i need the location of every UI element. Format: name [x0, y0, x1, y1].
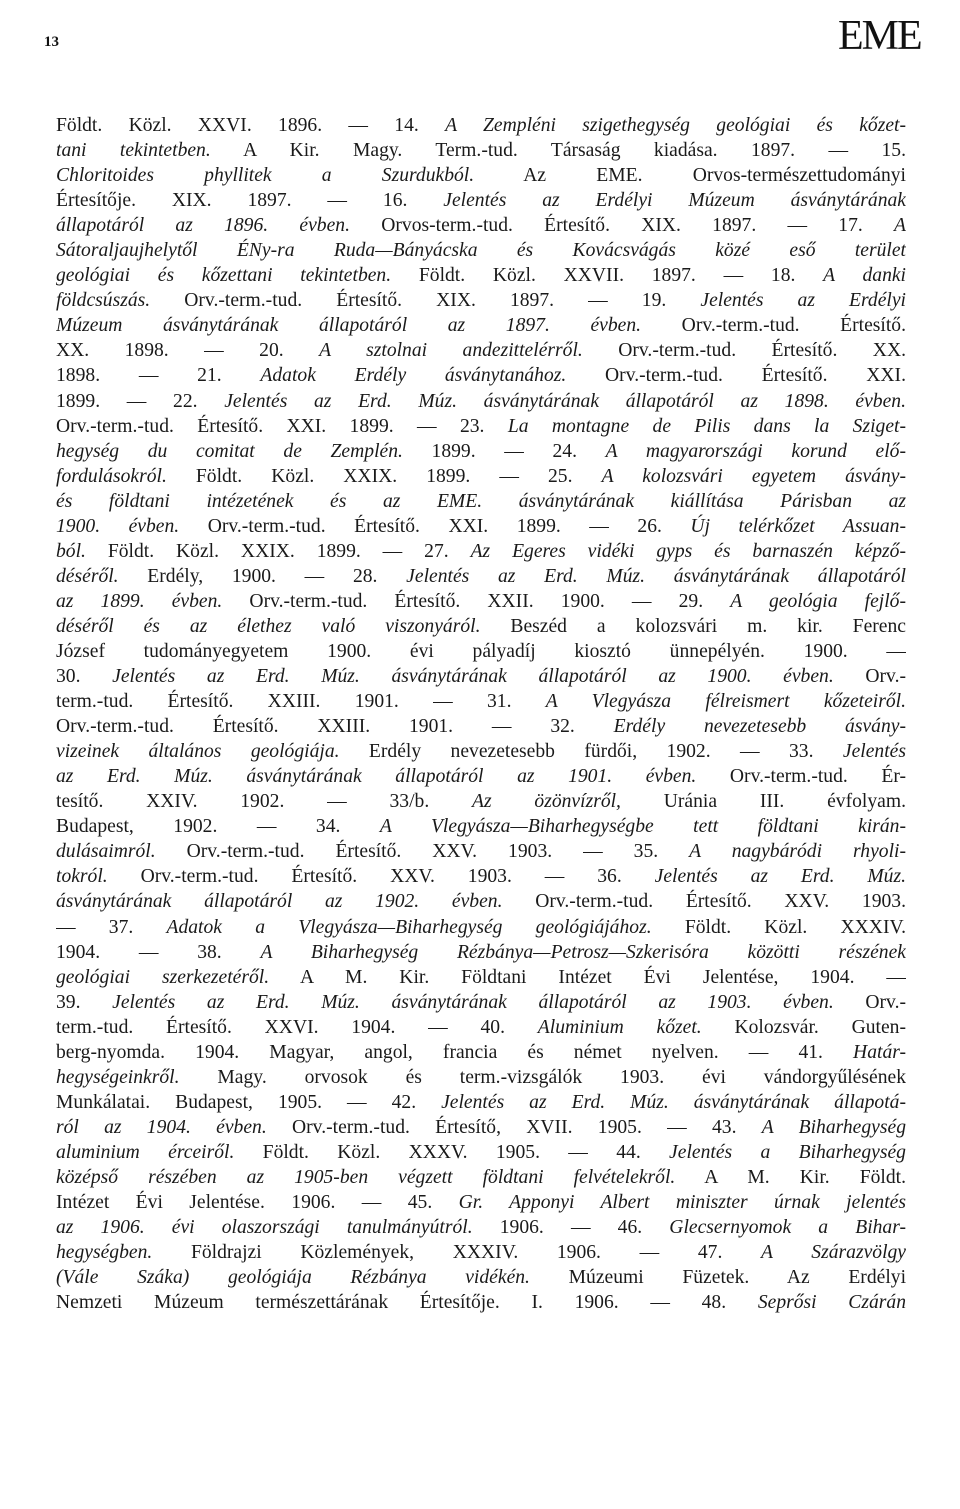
- text-segment: 1898. — 21.: [56, 365, 261, 387]
- italic-title-segment: Sátoraljaujhelytől ÉNy-ra Ruda—Bányácska és Kovácsvágás közé eső terület: [56, 240, 906, 262]
- text-line: [56, 389, 906, 414]
- text-segment: Erdély nevezetesebb fürdői, 1902. — 33.: [339, 741, 843, 763]
- text-line: [56, 338, 906, 363]
- italic-title-segment: az 1906. évi olaszországi tanulmányútról.: [56, 1217, 473, 1239]
- text-line: [56, 889, 906, 914]
- italic-title-segment: Múzeum ásványtárának állapotáról az 1897. évben.: [56, 315, 642, 337]
- text-line: [56, 188, 906, 213]
- italic-title-segment: állapotáról az 1896. évben.: [56, 215, 350, 237]
- italic-title-segment: dulásaimról.: [56, 841, 156, 863]
- text-segment: Földt. Közl. XXXIV.: [651, 916, 906, 938]
- text-line: [56, 864, 906, 889]
- italic-title-segment: hegységeinkről.: [56, 1066, 180, 1088]
- italic-title-segment: A geológia fejlő-: [730, 590, 906, 612]
- text-segment: Orv.-term.-tud. Értesítő.: [641, 315, 906, 337]
- text-line: [56, 414, 906, 439]
- italic-title-segment: Adatok Erdély ásványtanához.: [260, 365, 567, 387]
- text-segment: 1904. — 38.: [56, 941, 261, 963]
- text-segment: Földt. Közl. XXIX. 1899. — 27.: [85, 540, 471, 562]
- text-segment: Uránia III. évfolyam.: [620, 791, 906, 813]
- text-line: [56, 363, 906, 388]
- text-segment: Földt. Közl. XXVII. 1897. — 18.: [391, 265, 824, 287]
- text-line: [56, 1190, 906, 1215]
- text-segment: Orv.-term.-tud. Értesítő. XXIII. 1901. — 32.: [56, 716, 614, 738]
- text-line: [56, 915, 906, 940]
- italic-title-segment: La montagne de Pilis dans la Sziget-: [507, 415, 906, 437]
- text-segment: József tudományegyetem 1900. évi pályadíj kiosztó ünnepélyén. 1900. —: [56, 640, 906, 662]
- italic-title-segment: A danki: [823, 265, 906, 287]
- text-line: [56, 814, 906, 839]
- italic-title-segment: az Erd. Múz. ásványtárának állapotáról az 1901. évben.: [56, 766, 697, 788]
- text-segment: Orv.-term.-tud. Értesítő. XIX. 1897. — 19.: [150, 290, 701, 312]
- italic-title-segment: földcsúszás.: [56, 290, 151, 312]
- italic-title-segment: Jelentés az Erd. Múz.: [654, 866, 906, 888]
- text-segment: Orv.-term.-tud. Értesítő. XX.: [582, 340, 906, 362]
- italic-title-segment: geológiai szerkezetéről.: [56, 966, 270, 988]
- italic-title-segment: A Biharhegység Rézbánya—Petrosz—Szkerisóra közötti részének: [260, 941, 906, 963]
- text-segment: Orv.-: [833, 991, 906, 1013]
- text-line: [56, 489, 906, 514]
- text-line: [56, 439, 906, 464]
- text-segment: berg-nyomda. 1904. Magyar, angol, francia és német nyelven. — 41.: [56, 1041, 854, 1063]
- italic-title-segment: Jelentés az Erd. Múz. ásványtárának állapotáról az 1898. évben.: [224, 390, 906, 412]
- text-line: [56, 539, 906, 564]
- text-line: [56, 1240, 906, 1265]
- text-segment: Erdély, 1900. — 28.: [118, 565, 407, 587]
- text-segment: tesítő. XXIV. 1902. — 33/b.: [56, 791, 473, 813]
- text-segment: XX. 1898. — 20.: [56, 340, 320, 362]
- text-segment: 1899. — 24.: [402, 440, 606, 462]
- text-line: [56, 940, 906, 965]
- text-segment: Budapest, 1902. — 34.: [56, 816, 380, 838]
- text-line: [56, 163, 906, 188]
- italic-title-segment: Jelentés a Biharhegység: [669, 1141, 906, 1163]
- text-line: [56, 1040, 906, 1065]
- italic-title-segment: Jelentés az Erdélyi: [700, 290, 906, 312]
- text-segment: Magy. orvosok és term.-vizsgálók 1903. évi vándorgyűlésének: [179, 1066, 906, 1088]
- text-line: [56, 564, 906, 589]
- text-segment: 1906. — 46.: [472, 1217, 670, 1239]
- text-segment: Orvos-term.-tud. Értesítő. XIX. 1897. — 17.: [349, 215, 895, 237]
- text-line: [56, 990, 906, 1015]
- italic-title-segment: A nagybáródi rhyoli-: [689, 841, 906, 863]
- text-segment: Orv.-term.-tud. Ér-: [696, 766, 906, 788]
- text-segment: Földt. Közl. XXVI. 1896. — 14.: [56, 115, 446, 136]
- text-line: [56, 313, 906, 338]
- italic-title-segment: Az özönvízről,: [472, 791, 621, 813]
- text-segment: Orv.-term.-tud. Értesítő, XVII. 1905. — 43.: [266, 1116, 762, 1138]
- italic-title-segment: Gr. Apponyi Albert miniszter úrnak jelentés: [458, 1192, 906, 1214]
- text-segment: Nemzeti Múzeum természettárának Értesítője. I. 1906. — 48.: [56, 1292, 758, 1314]
- italic-title-segment: az 1899. évben.: [56, 590, 223, 612]
- italic-title-segment: (Vále Száka) geológiája Rézbánya vidékén.: [56, 1267, 530, 1289]
- italic-title-segment: hegységben.: [56, 1242, 153, 1264]
- text-line: [56, 464, 906, 489]
- text-segment: Beszéd a kolozsvári m. kir. Ferenc: [480, 615, 906, 637]
- text-line: [56, 739, 906, 764]
- italic-title-segment: fordulásokról.: [56, 465, 167, 487]
- text-segment: A M. Kir. Földt.: [675, 1166, 906, 1188]
- italic-title-segment: Aluminium kőzet.: [537, 1016, 702, 1038]
- text-segment: Orv.-term.-tud. Értesítő. XXV. 1903. — 36.: [107, 866, 655, 888]
- italic-title-segment: középső részében az 1905-ben végzett földtani felvételekről.: [56, 1166, 676, 1188]
- text-line: [56, 839, 906, 864]
- eme-logo: [838, 14, 930, 76]
- text-segment: — 37.: [56, 916, 167, 938]
- text-segment: Kolozsvár. Guten-: [701, 1016, 906, 1038]
- text-segment: term.-tud. Értesítő. XXVI. 1904. — 40.: [56, 1016, 538, 1038]
- text-line: [56, 639, 906, 664]
- text-segment: Orv.-term.-tud. Értesítő. XXII. 1900. — 29.: [222, 590, 731, 612]
- italic-title-segment: Erdély nevezetesebb ásvány-: [613, 716, 906, 738]
- italic-title-segment: A Vlegyásza—Biharhegységbe tett földtani kirán-: [379, 816, 906, 838]
- text-segment: term.-tud. Értesítő. XXIII. 1901. — 31.: [56, 691, 546, 713]
- italic-title-segment: és földtani intézetének és az EME. ásványtárának kiállítása Párisban az: [56, 490, 906, 512]
- text-line: [56, 1090, 906, 1115]
- text-segment: Az EME. Orvos-természettudományi: [474, 165, 906, 187]
- text-segment: Múzeumi Füzetek. Az Erdélyi: [529, 1267, 906, 1289]
- text-segment: Földt. Közl. XXIX. 1899. — 25.: [166, 465, 602, 487]
- text-segment: Intézet Évi Jelentése. 1906. — 45.: [56, 1192, 459, 1214]
- italic-title-segment: Határ-: [853, 1041, 906, 1063]
- text-segment: Orv.-term.-tud. Értesítő. XXI.: [566, 365, 906, 387]
- text-segment: Orv.-term.-tud. Értesítő. XXI. 1899. — 26.: [179, 515, 691, 537]
- text-line: [56, 1290, 906, 1315]
- italic-title-segment: hegység du comitat de Zemplén.: [56, 440, 403, 462]
- text-segment: Orv.-term.-tud. Értesítő. XXV. 1903.: [502, 891, 906, 913]
- italic-title-segment: Jelentés az Erd. Múz. ásványtárának állapotáról: [406, 565, 906, 587]
- italic-title-segment: geológiai és kőzettani tekintetben.: [56, 265, 392, 287]
- text-line: [56, 1015, 906, 1040]
- italic-title-segment: A: [894, 215, 906, 237]
- text-line: [56, 764, 906, 789]
- italic-title-segment: Chloritoides phyllitek a Szurdukból.: [56, 165, 475, 187]
- page-number: 13: [44, 34, 59, 50]
- italic-title-segment: tokról.: [56, 866, 108, 888]
- text-line: [56, 1215, 906, 1240]
- text-segment: Földrajzi Közlemények, XXXIV. 1906. — 47.: [152, 1242, 762, 1264]
- italic-title-segment: Adatok a Vlegyásza—Biharhegység geológiájához.: [166, 916, 652, 938]
- text-line: [56, 589, 906, 614]
- italic-title-segment: 1900. évben.: [56, 515, 180, 537]
- bibliography-text: [56, 113, 906, 1315]
- italic-title-segment: A Szárazvölgy: [761, 1242, 906, 1264]
- text-segment: Orv.-term.-tud. Értesítő. XXI. 1899. — 23.: [56, 415, 508, 437]
- text-segment: Földt. Közl. XXXV. 1905. — 44.: [234, 1141, 670, 1163]
- text-line: [56, 789, 906, 814]
- text-line: [56, 113, 906, 138]
- italic-title-segment: Jelentés az Erdélyi Múzeum ásványtárának: [443, 190, 906, 212]
- italic-title-segment: vizeinek általános geológiája.: [56, 741, 340, 763]
- text-line: [56, 965, 906, 990]
- text-segment: 39.: [56, 991, 113, 1013]
- text-line: [56, 1265, 906, 1290]
- logo-text: EME: [838, 13, 921, 59]
- italic-title-segment: ból.: [56, 540, 86, 562]
- italic-title-segment: déséről és az élethez való viszonyáról.: [56, 615, 481, 637]
- italic-title-segment: A Biharhegység: [761, 1116, 906, 1138]
- italic-title-segment: A Vlegyásza félreismert kőzeteiről.: [545, 691, 906, 713]
- text-segment: Orv.-: [833, 666, 906, 688]
- italic-title-segment: tani tekintetben.: [56, 140, 211, 162]
- italic-title-segment: A kolozsvári egyetem ásvány-: [601, 465, 906, 487]
- text-line: [56, 1140, 906, 1165]
- text-line: [56, 1065, 906, 1090]
- italic-title-segment: ról az 1904. évben.: [56, 1116, 267, 1138]
- text-segment: Értesítője. XIX. 1897. — 16.: [56, 190, 444, 212]
- text-line: [56, 614, 906, 639]
- text-line: [56, 213, 906, 238]
- text-segment: A M. Kir. Földtani Intézet Évi Jelentése, 1904. —: [269, 966, 906, 988]
- italic-title-segment: A Zempléni szigethegység geológiai és kőzet-: [445, 115, 906, 136]
- text-line: [56, 138, 906, 163]
- italic-title-segment: Az Egeres vidéki gyps és barnaszén képző-: [470, 540, 906, 562]
- italic-title-segment: aluminium érceiről.: [56, 1141, 235, 1163]
- italic-title-segment: ásványtárának állapotáról az 1902. évben.: [56, 891, 503, 913]
- italic-title-segment: A sztolnai andezittelérről.: [319, 340, 583, 362]
- text-line: [56, 714, 906, 739]
- text-segment: 1899. — 22.: [56, 390, 225, 412]
- text-segment: A Kir. Magy. Term.-tud. Társaság kiadása. 1897. — 15.: [210, 140, 906, 162]
- text-segment: Orv.-term.-tud. Értesítő. XXV. 1903. — 35.: [155, 841, 690, 863]
- italic-title-segment: Seprősi Czárán: [757, 1292, 906, 1314]
- text-line: [56, 1165, 906, 1190]
- text-line: [56, 1115, 906, 1140]
- italic-title-segment: Jelentés az Erd. Múz. ásványtárának állapotáról az 1903. évben.: [112, 991, 834, 1013]
- italic-title-segment: Glecsernyomok a Bihar-: [669, 1217, 906, 1239]
- text-line: [56, 664, 906, 689]
- italic-title-segment: Jelentés az Erd. Múz. ásványtárának állapotá-: [441, 1091, 906, 1113]
- text-segment: 30.: [56, 666, 113, 688]
- italic-title-segment: Új telérkőzet Assuan-: [690, 515, 906, 537]
- italic-title-segment: Jelentés az Erd. Múz. ásványtárának állapotáról az 1900. évben.: [112, 666, 834, 688]
- text-line: [56, 514, 906, 539]
- text-line: [56, 238, 906, 263]
- italic-title-segment: déséről.: [56, 565, 119, 587]
- text-line: [56, 288, 906, 313]
- italic-title-segment: Jelentés: [842, 741, 906, 763]
- text-line: [56, 263, 906, 288]
- text-segment: Munkálatai. Budapest, 1905. — 42.: [56, 1091, 442, 1113]
- italic-title-segment: A magyarországi korund elő-: [605, 440, 906, 462]
- text-line: [56, 689, 906, 714]
